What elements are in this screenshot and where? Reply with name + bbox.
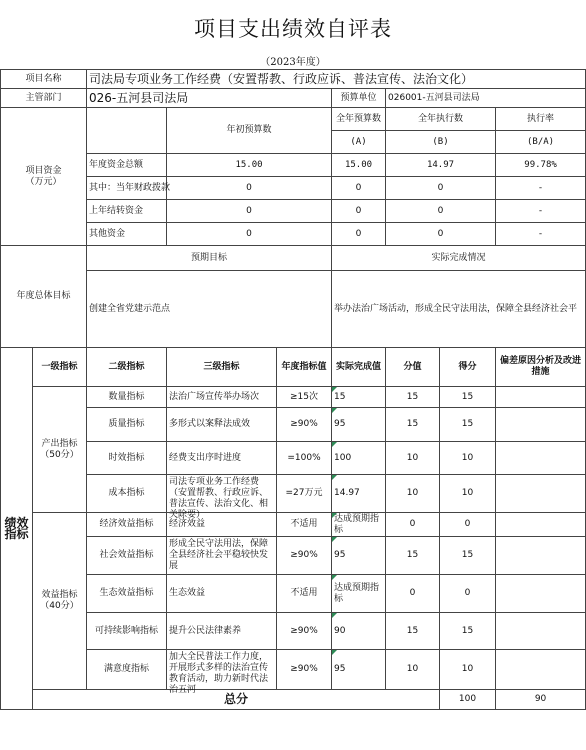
score-cell: 15 [440, 537, 496, 575]
reason-cell [496, 537, 586, 575]
funds-row-exec: 14.97 [386, 154, 496, 177]
score-cell: 10 [440, 650, 496, 690]
expected-goal-text: 创建全省党建示范点 [87, 271, 332, 348]
level3-text: 司法专项业务工作经费（安置帮教、行政应诉、普法宣传、法治文化、相关除要） [169, 477, 269, 520]
level2-header: 二级指标 [87, 348, 167, 387]
funds-label [1, 108, 87, 246]
actual-text: 达成预期指标 [334, 582, 380, 604]
funds-row-full: 15.00 [332, 154, 386, 177]
target-cell: =27万元 [277, 475, 332, 513]
score-value-cell: 10 [386, 442, 440, 475]
funds-row-full: 0 [332, 200, 386, 223]
annual-budget-header: 年初预算数 [167, 108, 332, 154]
actual-status-text: 举办法治广场活动，形成全民守法用法，保障全县经济社会平 [332, 271, 586, 348]
actual-cell: 14.97 [332, 475, 386, 513]
target-cell: ≥90% [277, 613, 332, 650]
expected-goal-header: 预期目标 [87, 246, 332, 271]
reason-cell [496, 442, 586, 475]
funds-label-text: 项目资金 （万元） [25, 165, 62, 187]
level2-cell: 成本指标 [87, 475, 167, 513]
funds-row-full: 0 [332, 177, 386, 200]
score-value-cell: 15 [386, 613, 440, 650]
funds-row-full: 0 [332, 223, 386, 246]
level3-cell: 多形式以案释法成效 [167, 408, 277, 442]
score-value-cell: 0 [386, 575, 440, 613]
funds-row-exec: 0 [386, 200, 496, 223]
budget-unit-value: 026001-五河县司法局 [386, 89, 586, 108]
funds-row-label: 其中：当年财政拨款 [87, 177, 167, 200]
target-cell: 不适用 [277, 513, 332, 537]
level2-cell: 经济效益指标 [87, 513, 167, 537]
score-cell: 15 [440, 613, 496, 650]
perf-group-label: 绩效指标 [1, 348, 33, 710]
total-score: 90 [496, 690, 586, 710]
funds-row-annual: 0 [167, 223, 332, 246]
actual-cell: 95 [332, 408, 386, 442]
benefit-label-text: 效益指标 （40分） [40, 590, 79, 611]
dept-value: 026-五河县司法局 [87, 89, 332, 108]
funds-row-exec: 0 [386, 223, 496, 246]
page-title: 项目支出绩效自评表 [194, 17, 392, 41]
funds-row-label: 年度资金总额 [87, 154, 167, 177]
exec-rate-header: 执行率 [496, 108, 586, 131]
actual-cell [332, 513, 386, 537]
col-ba: (B/A) [496, 131, 586, 154]
funds-row-exec: 0 [386, 177, 496, 200]
reason-header: 偏差原因分析及改进措施 [496, 348, 586, 387]
target-cell: ≥90% [277, 650, 332, 690]
level3-cell: 法治广场宣传举办场次 [167, 387, 277, 408]
funds-row-annual: 0 [167, 200, 332, 223]
level3-text: 加大全民普法工作力度，开展形式多样的法治宣传教育活动，助力新时代法治五河 [169, 651, 269, 695]
level2-cell: 质量指标 [87, 408, 167, 442]
reason-cell [496, 575, 586, 613]
score-cell: 0 [440, 513, 496, 537]
score-cell: 10 [440, 442, 496, 475]
actual-cell: 95 [332, 537, 386, 575]
score-value-cell: 10 [386, 475, 440, 513]
level2-cell: 社会效益指标 [87, 537, 167, 575]
goal-label: 年度总体目标 [1, 246, 87, 348]
target-header: 年度指标值 [277, 348, 332, 387]
budget-unit-label: 预算单位 [332, 89, 386, 108]
score-value-cell: 10 [386, 650, 440, 690]
dept-label: 主管部门 [1, 89, 87, 108]
col-a: (A) [332, 131, 386, 154]
score-cell: 10 [440, 475, 496, 513]
level3-cell: 提升公民法律素养 [167, 613, 277, 650]
level2-cell: 可持续影响指标 [87, 613, 167, 650]
level3-cell [167, 650, 277, 695]
output-label-text: 产出指标 （50分） [40, 438, 79, 460]
total-label: 总分 [33, 690, 440, 710]
col-b: (B) [386, 131, 496, 154]
funds-row-label: 其他资金 [87, 223, 167, 246]
reason-cell [496, 513, 586, 537]
level2-cell: 满意度指标 [87, 650, 167, 690]
reason-cell [496, 408, 586, 442]
actual-status-header: 实际完成情况 [332, 246, 586, 271]
funds-row-rate: - [496, 223, 586, 246]
year-label: （2023年度） [260, 57, 326, 68]
funds-row-annual: 0 [167, 177, 332, 200]
level3-cell: 经费支出序时进度 [167, 442, 277, 475]
actual-text: 达成预期指标 [334, 513, 380, 535]
score-cell: 15 [440, 408, 496, 442]
reason-cell [496, 387, 586, 408]
level3-cell: 形成全民守法用法，保障全县经济社会平稳较快发展 [167, 537, 277, 575]
reason-cell [496, 613, 586, 650]
level3-cell: 经济效益 [167, 513, 277, 537]
level2-cell: 数量指标 [87, 387, 167, 408]
evaluation-table [0, 69, 586, 710]
actual-header: 实际完成值 [332, 348, 386, 387]
full-exec-header: 全年执行数 [386, 108, 496, 131]
funds-header-blank [87, 108, 167, 154]
total-value: 100 [440, 690, 496, 710]
output-label [33, 387, 87, 513]
funds-row-rate: - [496, 200, 586, 223]
benefit-label [33, 513, 87, 690]
funds-row-rate: 99.78% [496, 154, 586, 177]
funds-row-label: 上年结转资金 [87, 200, 167, 223]
score-cell: 15 [440, 387, 496, 408]
actual-cell: 90 [332, 613, 386, 650]
target-cell: ≥90% [277, 537, 332, 575]
target-cell: 不适用 [277, 575, 332, 613]
level3-cell: 生态效益 [167, 575, 277, 613]
score-value-cell: 0 [386, 513, 440, 537]
funds-row-annual: 15.00 [167, 154, 332, 177]
level2-cell: 时效指标 [87, 442, 167, 475]
score-value-cell: 15 [386, 537, 440, 575]
target-cell: ≥90% [277, 408, 332, 442]
level1-header: 一级指标 [33, 348, 87, 387]
level3-cell [167, 475, 277, 520]
score-cell: 0 [440, 575, 496, 613]
funds-row-rate: - [496, 177, 586, 200]
target-cell: ≥15次 [277, 387, 332, 408]
full-budget-header: 全年预算数 [332, 108, 386, 131]
actual-cell: 95 [332, 650, 386, 690]
score-value-cell: 15 [386, 387, 440, 408]
score-value-header: 分值 [386, 348, 440, 387]
reason-cell [496, 650, 586, 690]
actual-cell: 15 [332, 387, 386, 408]
project-name-value: 司法局专项业务工作经费（安置帮教、行政应诉、普法宣传、法治文化） [87, 70, 586, 89]
target-cell: =100% [277, 442, 332, 475]
level2-cell: 生态效益指标 [87, 575, 167, 613]
actual-cell: 100 [332, 442, 386, 475]
reason-cell [496, 475, 586, 513]
project-name-label: 项目名称 [1, 70, 87, 89]
score-header: 得分 [440, 348, 496, 387]
actual-cell [332, 575, 386, 613]
level3-header: 三级指标 [167, 348, 277, 387]
score-value-cell: 15 [386, 408, 440, 442]
